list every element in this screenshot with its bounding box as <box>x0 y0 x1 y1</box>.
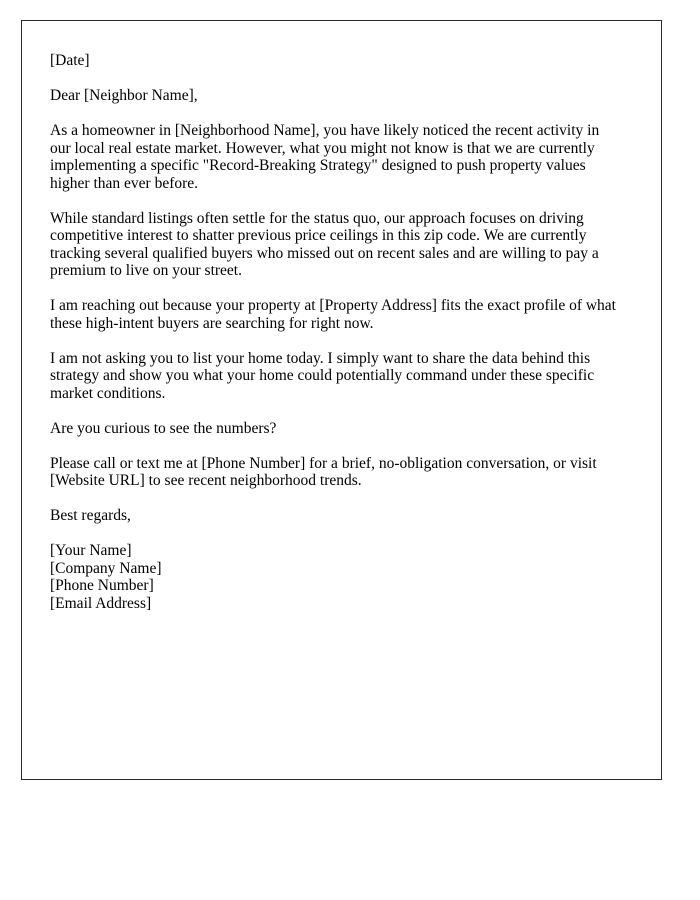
closing-line: Best regards, <box>50 507 131 524</box>
paragraph-call-to-action: Please call or text me at [Phone Number] for a brief, no-obligation conversation, or visit [Website URL] to see recent neighborhood trends. <box>50 454 597 489</box>
letter-body <box>22 21 661 612</box>
date-placeholder: [Date] <box>50 52 90 69</box>
signature-block <box>50 542 617 612</box>
signature-company-name: [Company Name] <box>50 559 162 577</box>
salutation-line: Dear [Neighbor Name], <box>50 87 198 104</box>
signature-email-address: [Email Address] <box>50 594 152 612</box>
paragraph-property-fit: I am reaching out because your property at [Property Address] fits the exact profile of what these high-intent buyers are searching for right now. <box>50 297 616 332</box>
paragraph-no-pressure: I am not asking you to list your home today. I simply want to share the data behind this strategy and show you what your home could potentially command under these specific market conditions. <box>50 349 595 402</box>
paragraph-question: Are you curious to see the numbers? <box>50 419 277 437</box>
signature-phone-number: [Phone Number] <box>50 577 154 594</box>
signature-your-name: [Your Name] <box>50 542 132 559</box>
letter-page-frame <box>21 20 662 780</box>
paragraph-intro: As a homeowner in [Neighborhood Name], you have likely noticed the recent activity in our local real estate market. However, what you might not know is that we are currently implementing a specific "Record-Breaking Strategy" designed to push property values higher than ever before. <box>50 122 600 192</box>
paragraph-strategy: While standard listings often settle for the status quo, our approach focuses on driving competitive interest to shatter previous price ceilings in this zip code. We are currently tracking several qualified buyers who missed out on recent sales and are willing to pay a premium to live on your street. <box>50 209 599 279</box>
